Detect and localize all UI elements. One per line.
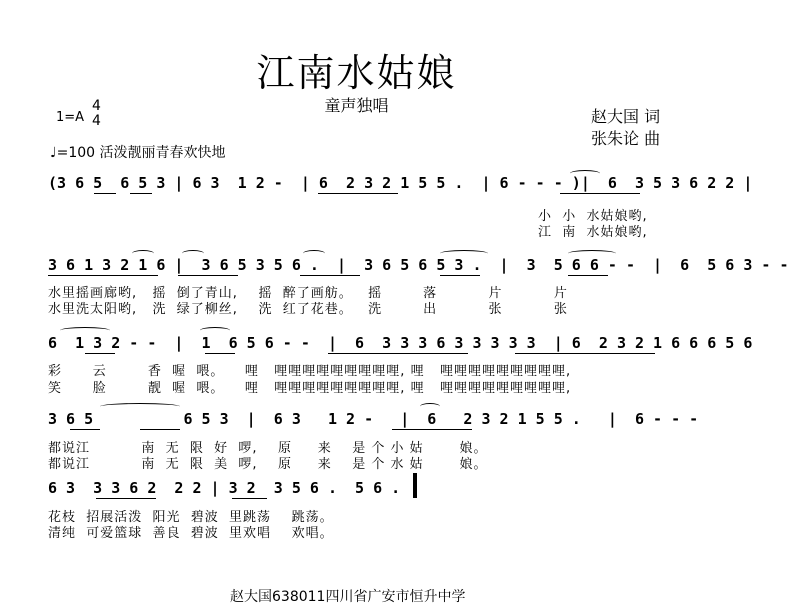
tempo-text: =100 活泼靓丽青春欢快地: [56, 145, 226, 161]
beam-underline: [300, 275, 360, 276]
score-row-2-notes: 3 6 1 3 2 1 6 | 3 6 5 3 5 6 . | 3 6 5 6 5 3 . | 3 5 6 6 - - | 6 5 6 3 - -: [48, 256, 789, 274]
time-signature-top: 4: [92, 98, 101, 114]
quarter-note-icon: ♩: [50, 145, 57, 161]
beam-underline: [328, 353, 468, 354]
beam-underline: [318, 193, 398, 194]
score-row-2-lyrics-verse-2: 水里洗太阳哟, 洗 绿了柳丝, 洗 红了花巷。 洗 出 张 张: [48, 302, 568, 317]
beam-underline: [70, 429, 100, 430]
slur-mark: [100, 403, 180, 410]
score-row-3-lyrics-verse-2: 笑 脸 靓 喔 喂。 哩 哩哩哩哩哩哩哩哩哩, 哩 哩哩哩哩哩哩哩哩哩,: [48, 381, 572, 396]
slur-mark: [60, 327, 110, 334]
score-row-3-notes: 6 1 3 2 - - | 1 6 5 6 - - | 6 3 3 3 6 3 3 3 3 3 | 6 2 3 2 1 6 6 6 5 6: [48, 334, 753, 352]
beam-underline: [178, 275, 238, 276]
beam-underline: [94, 193, 116, 194]
slur-mark: [440, 250, 488, 257]
score-row-5-lyrics-verse-1: 花枝 招展活泼 阳光 碧波 里跳荡 跳荡。: [48, 510, 334, 525]
beam-underline: [232, 498, 267, 499]
final-barline: [413, 473, 417, 498]
footer-credit: 赵大国638011四川省广安市恒升中学: [230, 589, 466, 605]
score-row-4-notes: 3 6 5 6 5 3 | 6 3 1 2 - | 6 2 3 2 1 5 5 . | 6 - - -: [48, 410, 699, 428]
beam-underline: [440, 275, 480, 276]
beam-underline: [392, 429, 472, 430]
beam-underline: [205, 353, 235, 354]
time-signature: [92, 99, 101, 129]
beam-underline: [568, 275, 608, 276]
slur-mark: [132, 250, 154, 257]
score-row-3-lyrics-verse-1: 彩 云 香 喔 喂。 哩 哩哩哩哩哩哩哩哩哩, 哩 哩哩哩哩哩哩哩哩哩,: [48, 364, 572, 379]
slur-mark: [200, 327, 230, 334]
slur-mark: [420, 403, 440, 410]
beam-underline: [560, 193, 640, 194]
score-row-5-notes: 6 3 3 3 6 2 2 2 | 3 2 3 5 6 . 5 6 .: [48, 479, 401, 497]
score-row-4-lyrics-verse-2: 都说江 南 无 限 美 啰, 原 来 是 个 水 姑 娘。: [48, 457, 488, 472]
score-row-1-lyrics-verse-2: 江 南 水姑娘哟,: [538, 225, 648, 240]
beam-underline: [85, 353, 115, 354]
beam-underline: [130, 193, 152, 194]
slur-mark: [570, 170, 600, 177]
beam-underline: [515, 353, 655, 354]
score-row-2-lyrics-verse-1: 水里摇画廊哟, 摇 倒了青山, 摇 醉了画舫。 摇 落 片 片: [48, 286, 568, 301]
beam-underline: [48, 275, 158, 276]
song-subtitle: 童声独唱: [324, 96, 389, 115]
beam-underline: [96, 498, 156, 499]
time-signature-bottom: 4: [92, 113, 101, 129]
slur-mark: [182, 250, 204, 257]
slur-mark: [303, 250, 325, 257]
beam-underline: [140, 429, 180, 430]
slur-mark: [568, 250, 616, 257]
tempo-marking: [50, 142, 226, 162]
lyricist-credit: 赵大国 词: [591, 107, 661, 126]
composer-credit: 张朱论 曲: [591, 129, 661, 148]
score-row-5-lyrics-verse-2: 清纯 可爱篮球 善良 碧波 里欢唱 欢唱。: [48, 526, 334, 541]
key-signature: 1=A: [56, 110, 85, 125]
song-title: 江南水姑娘: [256, 51, 457, 95]
score-row-4-lyrics-verse-1: 都说江 南 无 限 好 啰, 原 来 是 个 小 姑 娘。: [48, 441, 488, 456]
score-row-1-notes: (3 6 5 6 5 3 | 6 3 1 2 - | 6 2 3 2 1 5 5 . | 6 - - - )| 6 3 5 3 6 2 2 |: [48, 174, 753, 192]
score-row-1-lyrics-verse-1: 小 小 水姑娘哟,: [538, 209, 648, 224]
